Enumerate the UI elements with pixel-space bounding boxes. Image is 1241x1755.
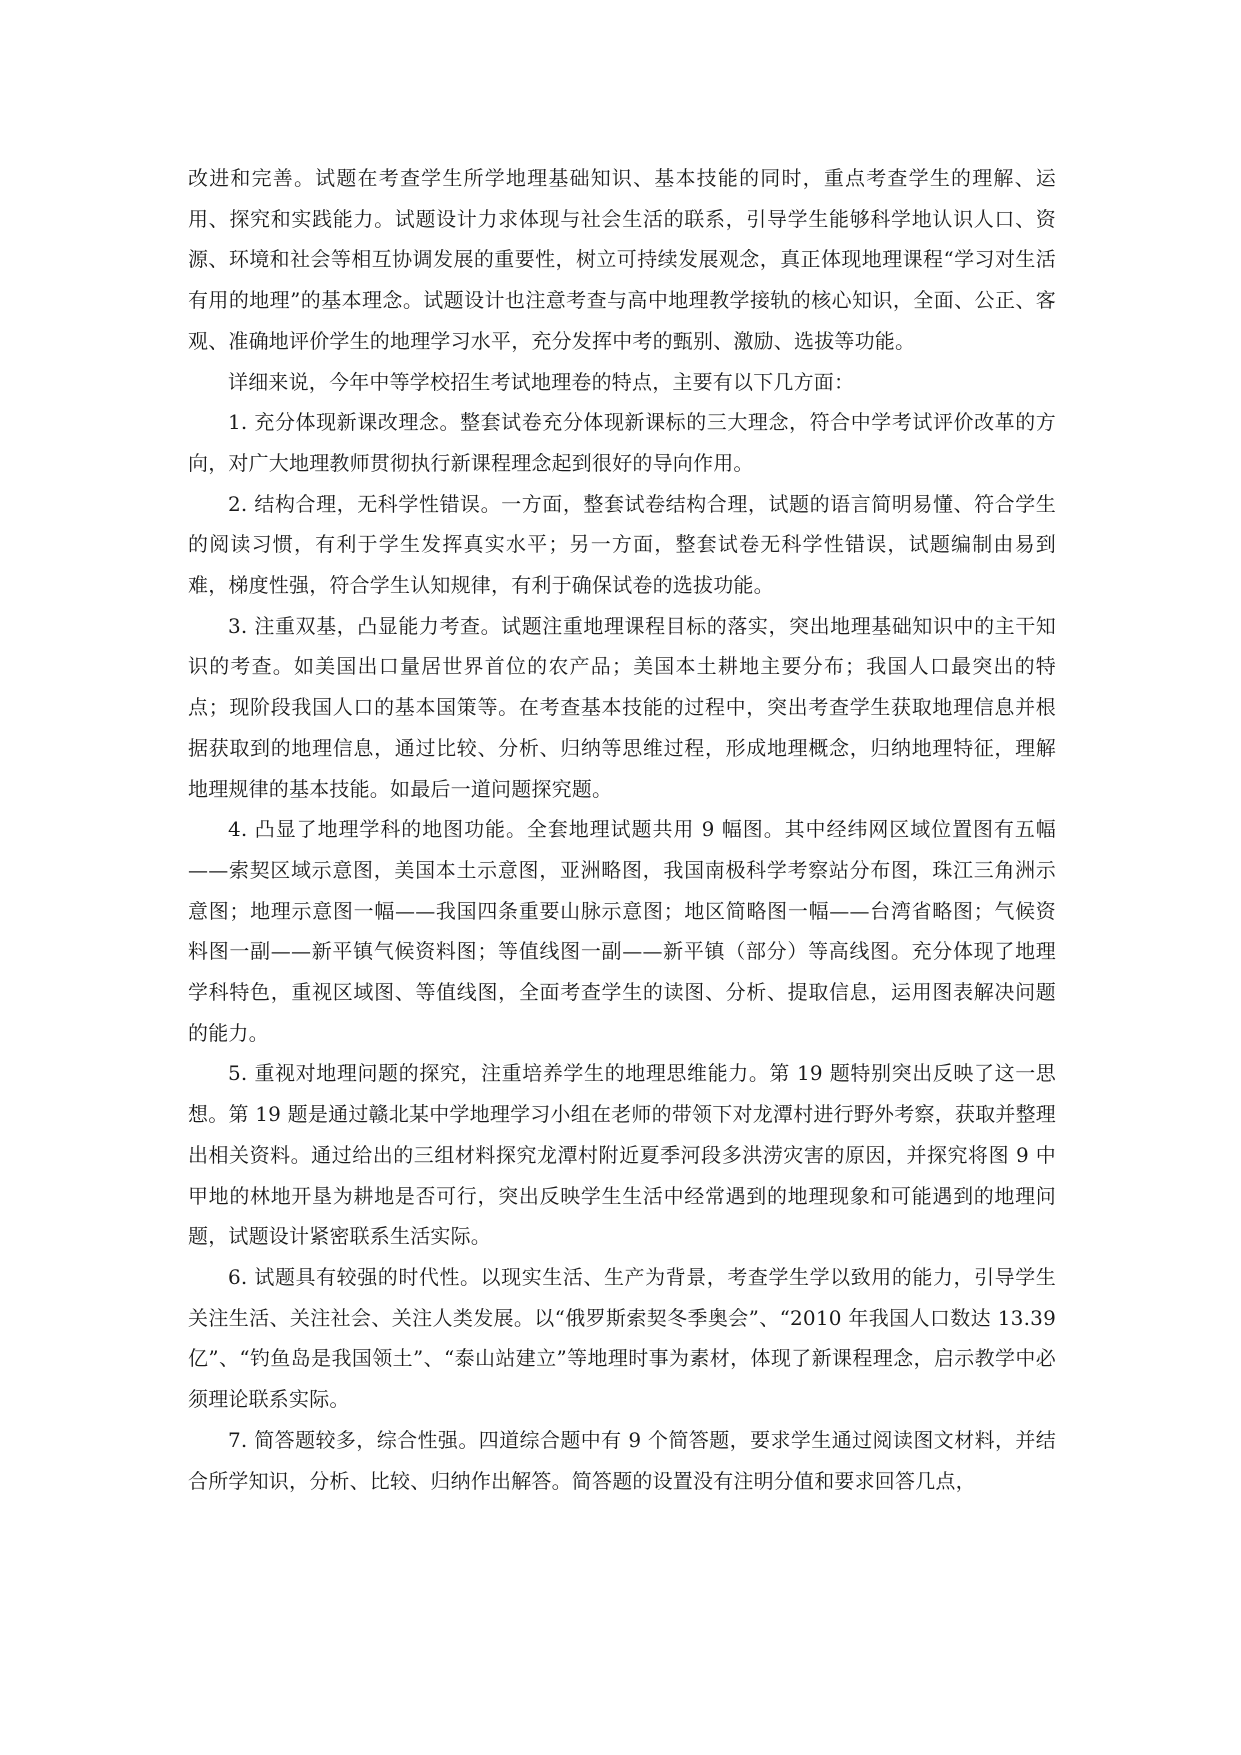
paragraph-point-2: 2. 结构合理，无科学性错误。一方面，整套试卷结构合理，试题的语言简明易懂、符合学生的阅读习惯，有利于学生发挥真实水平；另一方面，整套试卷无科学性错误，试题编制由易到难，梯度性强，符合学生认知规律，有利于确保试卷的选拔功能。 bbox=[188, 491, 1056, 598]
paragraph-point-6: 6. 试题具有较强的时代性。以现实生活、生产为背景，考查学生学以致用的能力，引导学生关注生活、关注社会、关注人类发展。以“俄罗斯索契冬季奥会”、“2010 年我国人口数达 13.39 亿”、“钓鱼岛是我国领土”、“泰山站建立”等地理时事为素材，体现了新课程理念，启示教学中必须理论联系实际。 bbox=[188, 1264, 1056, 1412]
document-body bbox=[188, 158, 1056, 1501]
paragraph-intro: 详细来说，今年中等学校招生考试地理卷的特点，主要有以下几方面： bbox=[228, 369, 855, 394]
paragraph-point-5: 5. 重视对地理问题的探究，注重培养学生的地理思维能力。第 19 题特别突出反映了这一思想。第 19 题是通过赣北某中学地理学习小组在老师的带领下对龙潭村进行野外考察，获取并整理出相关资料。通过给出的三组材料探究龙潭村附近夏季河段多洪涝灾害的原因，并探究将图 9 中甲地的林地开垦为耕地是否可行，突出反映学生生活中经常遇到的地理现象和可能遇到的地理问题，试题设计紧密联系生活实际。 bbox=[188, 1061, 1056, 1249]
paragraph-point-7: 7. 简答题较多，综合性强。四道综合题中有 9 个简答题，要求学生通过阅读图文材料，并结合所学知识，分析、比较、归纳作出解答。简答题的设置没有注明分值和要求回答几点， bbox=[188, 1427, 1056, 1493]
paragraph-point-3: 3. 注重双基，凸显能力考查。试题注重地理课程目标的落实，突出地理基础知识中的主干知识的考查。如美国出口量居世界首位的农产品；美国本土耕地主要分布；我国人口最突出的特点；现阶段我国人口的基本国策等。在考查基本技能的过程中，突出考查学生获取地理信息并根据获取到的地理信息，通过比较、分析、归纳等思维过程，形成地理概念，归纳地理特征，理解地理规律的基本技能。如最后一道问题探究题。 bbox=[188, 613, 1056, 801]
paragraph-point-1: 1. 充分体现新课改理念。整套试卷充分体现新课标的三大理念，符合中学考试评价改革的方向，对广大地理教师贯彻执行新课程理念起到很好的导向作用。 bbox=[188, 410, 1056, 475]
paragraph-point-4: 4. 凸显了地理学科的地图功能。全套地理试题共用 9 幅图。其中经纬网区域位置图有五幅——索契区域示意图，美国本土示意图，亚洲略图，我国南极科学考察站分布图，珠江三角洲示意图；地理示意图一幅——我国四条重要山脉示意图；地区简略图一幅——台湾省略图；气候资料图一副——新平镇气候资料图；等值线图一副——新平镇（部分）等高线图。充分体现了地理学科特色，重视区域图、等值线图，全面考查学生的读图、分析、提取信息，运用图表解决问题的能力。 bbox=[188, 817, 1056, 1045]
paragraph-continuation: 改进和完善。试题在考查学生所学地理基础知识、基本技能的同时，重点考查学生的理解、运用、探究和实践能力。试题设计力求体现与社会生活的联系，引导学生能够科学地认识人口、资源、环境和社会等相互协调发展的重要性，树立可持续发展观念，真正体现地理课程“学习对生活有用的地理”的基本理念。试题设计也注意考查与高中地理教学接轨的核心知识，全面、公正、客观、准确地评价学生的地理学习水平，充分发挥中考的甄别、激励、选拔等功能。 bbox=[188, 166, 1056, 353]
